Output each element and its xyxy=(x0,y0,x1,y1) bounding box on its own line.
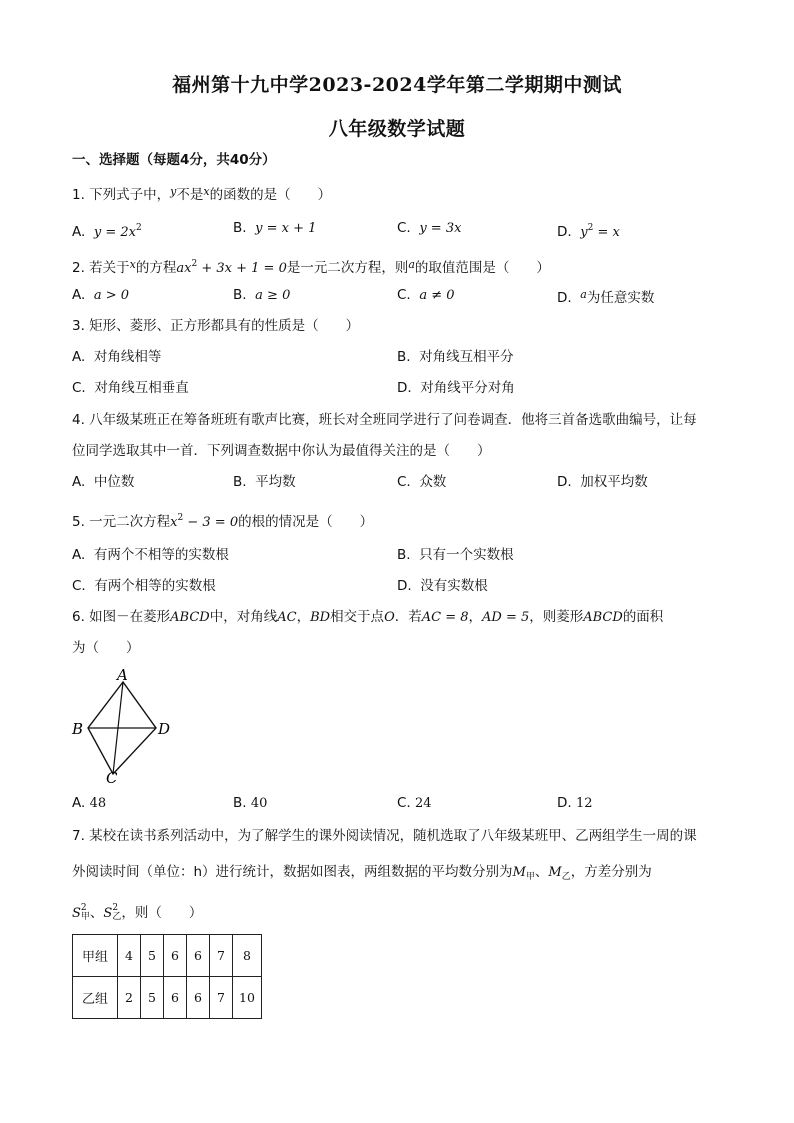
option-text: 24 xyxy=(415,796,432,811)
exam-subtitle: 八年级数学试题 xyxy=(328,118,466,140)
q2-text: 的取值范围是（ ） xyxy=(414,260,550,276)
q7-sub-yi: 乙 xyxy=(112,912,122,922)
q2-option-a[interactable] xyxy=(72,285,129,306)
q3-option-d[interactable] xyxy=(397,378,515,398)
q7-text: 外阅读时间（单位：h）进行统计，数据如图表，两组数据的平均数分别为 xyxy=(72,864,513,880)
table-cell: 10 xyxy=(233,977,262,1019)
row-label: 甲组 xyxy=(73,935,118,977)
table-row xyxy=(73,935,262,977)
table-cell: 6 xyxy=(164,935,187,977)
q2-text: 2. 若关于 xyxy=(72,260,130,276)
option-letter: A. xyxy=(72,474,86,490)
q6-option-a[interactable] xyxy=(72,793,106,814)
q6-text: 中，对角线 xyxy=(209,609,278,625)
q4-option-c[interactable] xyxy=(397,472,446,492)
option-text: 加权平均数 xyxy=(580,474,648,490)
option-letter: A. xyxy=(72,795,86,811)
reading-time-table xyxy=(72,934,262,1019)
option-sup: 2 xyxy=(136,223,142,233)
option-letter: B. xyxy=(397,547,411,563)
option-text: 对角线互相垂直 xyxy=(94,380,189,396)
option-letter: D. xyxy=(557,795,572,811)
question-1-stem xyxy=(72,182,331,205)
label-d: D xyxy=(158,720,171,738)
option-letter: C. xyxy=(397,795,411,811)
option-letter: B. xyxy=(233,474,247,490)
q3-option-c[interactable] xyxy=(72,378,189,398)
label-b: B xyxy=(72,720,84,738)
option-letter: C. xyxy=(72,578,86,594)
option-letter: A. xyxy=(72,287,86,303)
q6-math: AC xyxy=(277,610,297,625)
table-cell: 6 xyxy=(164,977,187,1019)
option-math: a > 0 xyxy=(93,288,130,303)
q6-option-c[interactable] xyxy=(397,793,432,814)
section-heading: 一、选择题（每题4分，共40分） xyxy=(72,152,276,168)
option-text: 对角线平分对角 xyxy=(420,380,515,396)
option-letter: C. xyxy=(397,220,411,236)
q5-equation: x xyxy=(170,515,178,530)
table-cell: 5 xyxy=(141,977,164,1019)
q4-option-b[interactable] xyxy=(233,472,296,492)
option-text: 对角线相等 xyxy=(93,349,162,365)
question-7-stem-line1: 7. 某校在读书系列活动中，为了解学生的课外阅读情况，随机选取了八年级某班甲、乙两组学生一周的课 xyxy=(72,828,697,844)
table-cell: 7 xyxy=(210,977,233,1019)
label-c: C xyxy=(106,769,118,786)
q2-var-a: a xyxy=(408,258,415,271)
q6-math: O xyxy=(384,610,395,625)
option-letter: B. xyxy=(233,795,247,811)
q6-text: ， xyxy=(468,609,482,625)
option-letter: B. xyxy=(397,349,411,365)
q2-var-x: x xyxy=(129,258,136,271)
q6-text: 的面积 xyxy=(622,609,664,625)
question-2-stem xyxy=(72,254,550,279)
table-cell: 8 xyxy=(233,935,262,977)
q6-text: ， xyxy=(296,609,311,625)
option-letter: D. xyxy=(397,578,412,594)
q7-text: 、 xyxy=(534,864,549,880)
q5-option-a[interactable] xyxy=(72,545,229,565)
question-7-stem-line3 xyxy=(72,903,202,924)
q6-text: ．若 xyxy=(394,609,422,625)
q2-text: 的方程 xyxy=(135,260,177,276)
q6-math: AD = 5 xyxy=(482,610,530,625)
q3-option-a[interactable] xyxy=(72,347,161,367)
option-letter: A. xyxy=(72,349,86,365)
question-6-stem-line2: 为（ ） xyxy=(72,640,140,656)
option-text: 只有一个实数根 xyxy=(419,547,514,563)
table-cell: 6 xyxy=(187,977,210,1019)
option-text: 平均数 xyxy=(255,474,296,490)
question-3-stem: 3. 矩形、菱形、正方形都具有的性质是（ ） xyxy=(72,318,360,334)
q2-option-d[interactable] xyxy=(557,285,654,308)
table-cell: 6 xyxy=(187,935,210,977)
option-text: 有两个不相等的实数根 xyxy=(93,547,229,563)
question-4-stem-line1: 4. 八年级某班正在筹备班班有歌声比赛，班长对全班同学进行了问卷调查．他将三首备选歌曲编号，让每 xyxy=(72,412,697,428)
option-sup: 2 xyxy=(587,223,594,233)
option-letter: D. xyxy=(557,224,572,240)
q5-option-b[interactable] xyxy=(397,545,514,565)
exam-title: 福州第十九中学2023-2024学年第二学期期中测试 xyxy=(172,74,622,96)
q5-equation-sup: 2 xyxy=(177,513,184,523)
q2-option-c[interactable] xyxy=(397,285,455,306)
q7-sup: 2 xyxy=(80,903,87,913)
q2-equation-sup: 2 xyxy=(191,259,198,269)
q5-text: 5. 一元二次方程 xyxy=(72,514,171,530)
option-text: 48 xyxy=(89,796,107,811)
q7-variance-symbol: S xyxy=(103,906,113,921)
option-letter: C. xyxy=(72,380,86,396)
option-math: y = x + 1 xyxy=(255,221,317,236)
option-math: y xyxy=(580,225,588,240)
option-letter: A. xyxy=(72,224,86,240)
question-7-stem-line2 xyxy=(72,862,652,887)
option-letter: D. xyxy=(397,380,412,396)
option-text: 40 xyxy=(250,796,268,811)
q1-option-d[interactable] xyxy=(557,218,620,243)
q1-text: 1. 下列式子中， xyxy=(72,187,171,203)
rhombus-figure xyxy=(66,666,196,786)
q7-text: ，则（ ） xyxy=(121,905,203,921)
option-var: a xyxy=(580,288,587,301)
option-text: 没有实数根 xyxy=(420,578,488,594)
option-letter: D. xyxy=(557,290,572,306)
label-a: A xyxy=(117,666,128,684)
option-math: y = 3x xyxy=(419,221,462,236)
q2-equation: + 3x + 1 = 0 xyxy=(197,261,287,276)
q5-option-d[interactable] xyxy=(397,576,488,596)
q6-math: ABCD xyxy=(170,610,210,625)
option-math: = x xyxy=(593,225,620,240)
q2-text: 是一元二次方程，则 xyxy=(286,260,409,276)
option-math: a ≠ 0 xyxy=(419,288,455,303)
question-4-stem-line2: 位同学选取其中一首．下列调查数据中你认为最值得关注的是（ ） xyxy=(72,443,491,459)
option-text: 众数 xyxy=(419,474,447,490)
q7-mean-symbol: M xyxy=(548,865,562,880)
q7-variance-symbol: S xyxy=(72,906,81,921)
table-row xyxy=(73,977,262,1019)
q7-sub-yi: 乙 xyxy=(561,872,571,882)
q5-equation: − 3 = 0 xyxy=(183,515,239,530)
q2-equation: ax xyxy=(176,261,192,276)
q7-text: ，方差分别为 xyxy=(570,864,652,880)
option-letter: A. xyxy=(72,547,86,563)
q6-option-b[interactable] xyxy=(233,793,267,814)
q6-option-d[interactable] xyxy=(557,793,593,814)
option-letter: B. xyxy=(233,287,247,303)
option-text: 为任意实数 xyxy=(586,290,655,306)
option-letter: B. xyxy=(233,220,247,236)
q1-text: 不是 xyxy=(176,187,204,203)
table-cell: 5 xyxy=(141,935,164,977)
option-letter: D. xyxy=(557,474,572,490)
q7-sup: 2 xyxy=(112,903,119,913)
q3-option-b[interactable] xyxy=(397,347,514,367)
q7-text: 、 xyxy=(89,905,104,921)
q4-option-a[interactable] xyxy=(72,472,134,492)
q6-text: 6. 如图－在菱形 xyxy=(72,609,171,625)
option-text: 中位数 xyxy=(93,474,135,490)
option-text: 12 xyxy=(575,796,593,811)
question-5-stem xyxy=(72,508,373,533)
table-cell: 4 xyxy=(118,935,141,977)
question-6-stem-line1 xyxy=(72,607,663,628)
table-cell: 7 xyxy=(210,935,233,977)
q7-sub-jia: 甲 xyxy=(80,912,90,922)
option-math: a ≥ 0 xyxy=(255,288,291,303)
q6-text: ，则菱形 xyxy=(529,609,584,625)
q2-option-b[interactable] xyxy=(233,285,290,306)
q6-math: BD xyxy=(310,610,331,625)
q6-math: ABCD xyxy=(583,610,623,625)
option-letter: C. xyxy=(397,287,411,303)
q5-text: 的根的情况是（ ） xyxy=(238,514,374,530)
q5-option-c[interactable] xyxy=(72,576,216,596)
table-cell: 2 xyxy=(118,977,141,1019)
row-label: 乙组 xyxy=(73,977,118,1019)
q1-option-b[interactable] xyxy=(233,218,316,239)
option-text: 有两个相等的实数根 xyxy=(94,578,216,594)
q7-mean-symbol: M xyxy=(512,865,526,880)
q6-math: AC = 8 xyxy=(421,610,469,625)
option-text: 对角线互相平分 xyxy=(419,349,514,365)
q1-option-c[interactable] xyxy=(397,218,461,239)
option-letter: C. xyxy=(397,474,411,490)
q7-sub-jia: 甲 xyxy=(525,872,535,882)
q6-text: 相交于点 xyxy=(330,609,385,625)
q1-text: 的函数的是（ ） xyxy=(209,187,332,203)
q1-var-y: y xyxy=(170,185,177,198)
q1-var-x: x xyxy=(203,185,210,198)
option-math: y = 2x xyxy=(93,225,136,240)
q1-option-a[interactable] xyxy=(72,218,142,243)
q4-option-d[interactable] xyxy=(557,472,648,492)
